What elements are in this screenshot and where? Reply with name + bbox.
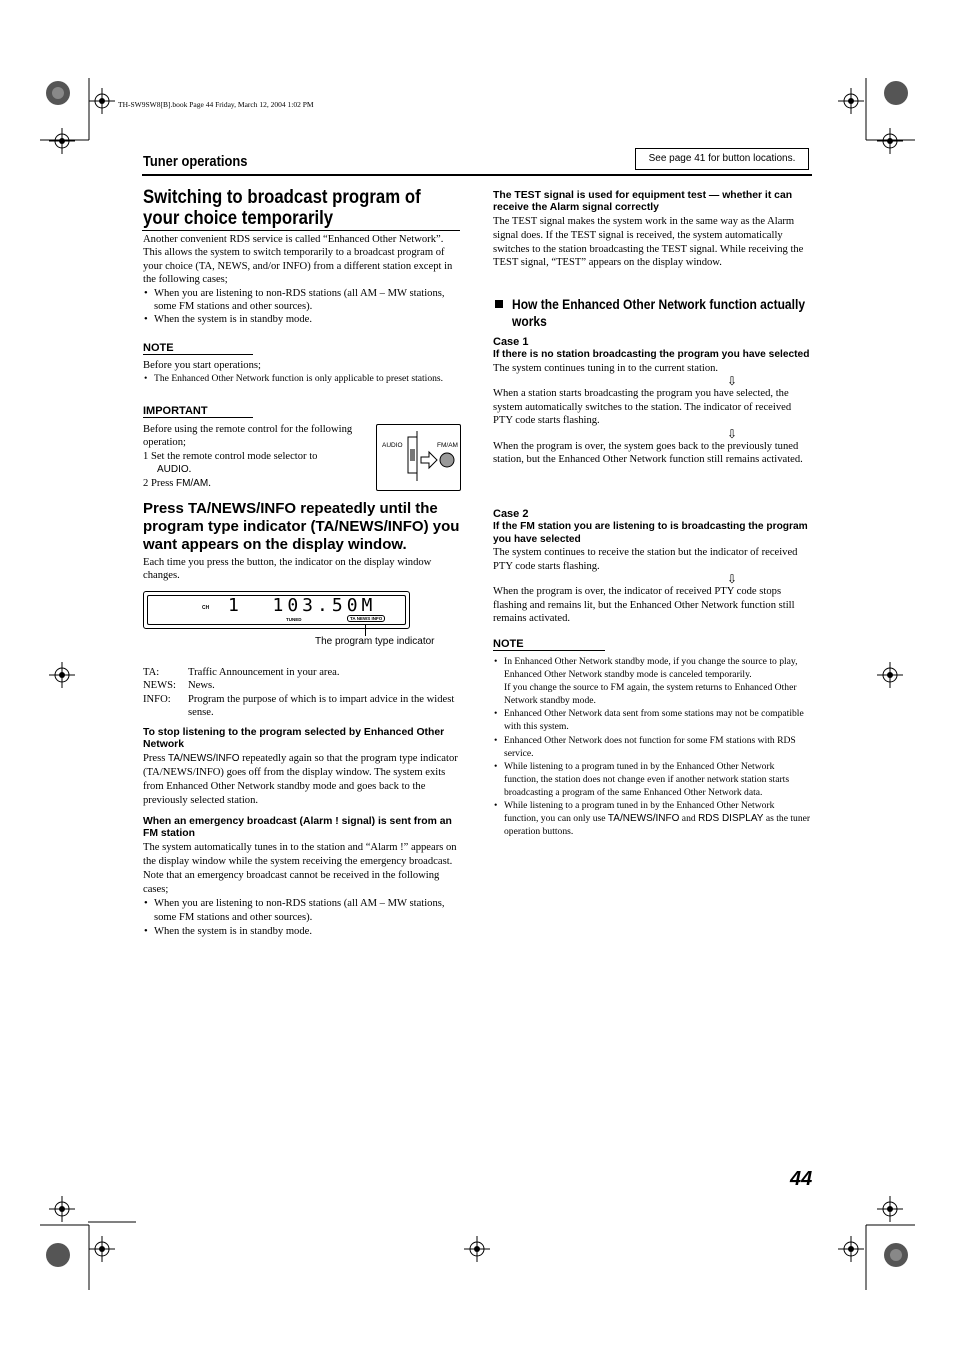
remote-audio-label: AUDIO — [382, 442, 403, 449]
note-body — [143, 359, 461, 386]
corner-target-icon — [45, 80, 71, 106]
test-heading: The TEST signal is used for equipment test — whether it can receive the Alarm signal correctly — [493, 190, 793, 213]
corner-target-icon — [883, 80, 909, 106]
corner-target-icon — [45, 1242, 71, 1268]
definition-desc: Traffic Announcement in your area. — [188, 667, 340, 678]
stop-key: TA/NEWS/INFO — [168, 753, 240, 764]
note-5-text-1: While listening to a program tuned in by the Enhanced Other Network function, you can only use — [504, 800, 775, 825]
note-1-continuation: If you change the source to FM again, the system returns to Enhanced Other Network standby mode. — [504, 682, 797, 707]
definition-list — [143, 666, 461, 720]
fmam-key: FM/AM — [175, 477, 209, 489]
definition-term: NEWS: — [143, 680, 176, 692]
stop-text-1: Press — [143, 753, 169, 764]
emergency-heading: When an emergency broadcast (Alarm ! signal) is sent from an FM station — [143, 816, 452, 839]
emergency-body — [143, 841, 461, 939]
note-5-text-3: as the tuner operation buttons. — [504, 813, 811, 838]
step-2: 2 Press FM/AM. — [143, 477, 211, 489]
stop-paragraph — [143, 752, 461, 808]
note-1-text: In Enhanced Other Network standby mode, if you change the source to play, Enhanced Other Network standby mode is canceled temporarily. — [504, 656, 798, 681]
right-note-list — [493, 655, 811, 838]
right-note-body — [493, 655, 811, 838]
square-bullet-icon — [495, 300, 503, 308]
list-item: • When you are listening to non-RDS stations (all AM – MW stations, some FM stations and other sources). — [143, 897, 461, 925]
intro-paragraph-1: Another convenient RDS service is called “Enhanced Other Network”. — [143, 234, 444, 245]
remote-selector-icon — [377, 425, 460, 490]
definition-desc: Program the purpose of which is to impart advice in the widest sense. — [188, 693, 455, 719]
note-intro: Before you start operations; — [143, 360, 261, 371]
display-frequency: 1 103.50M — [228, 595, 377, 616]
definition-desc: News. — [188, 680, 215, 692]
definition-row — [143, 666, 461, 679]
definition-row — [143, 693, 461, 720]
display-window — [143, 591, 410, 629]
intro-block — [143, 233, 461, 327]
display-ch: CH — [202, 605, 210, 611]
heading-rule — [142, 230, 460, 231]
note-label: NOTE — [143, 342, 253, 355]
crosshair-icon — [877, 1196, 903, 1222]
ta-news-info-key: TA/NEWS/INFO — [607, 813, 680, 825]
crosshair-icon — [838, 88, 864, 114]
list-item: • Enhanced Other Network does not function for some FM stations with RDS service. — [493, 734, 811, 760]
corner-target-icon — [883, 1242, 909, 1268]
case-2 — [493, 508, 811, 626]
crosshair-icon — [89, 1236, 115, 1262]
list-item: • When the system is in standby mode. — [143, 925, 461, 939]
case-2-heading: If the FM station you are listening to is broadcasting the program you have selected — [493, 521, 808, 545]
note-section — [143, 342, 253, 355]
rds-display-key: RDS DISPLAY — [698, 813, 764, 825]
list-item — [493, 799, 811, 838]
list-item: • While listening to a program tuned in by the Enhanced Other Network function, the station does not change even if another network station starts broadcasting a program of the same Enhanced Other Network data. — [493, 760, 811, 799]
display-program-type-indicator: TA NEWS INFO — [347, 615, 385, 622]
list-item: • When the system is in standby mode. — [143, 313, 461, 326]
note-list — [143, 372, 461, 385]
note-label: NOTE — [493, 638, 605, 651]
case-2-step-2: When the program is over, the indicator of received PTY code stops flashing and remains lit, but the Enhanced Other Network function still remains activated. — [493, 586, 795, 625]
right-note-section — [493, 638, 605, 651]
file-header: TH-SW9SW8[B].book Page 44 Friday, March 12, 2004 1:02 PM — [118, 100, 314, 109]
case-2-label: Case 2 — [493, 508, 529, 520]
case-1-step-3: When the program is over, the system goes back to the previously tuned station, but the Enhanced Other Network function still remains activated. — [493, 440, 803, 466]
crosshair-icon — [877, 128, 903, 154]
definition-term: INFO: — [143, 693, 171, 705]
indicator-caption: The program type indicator — [315, 636, 435, 647]
how-heading: How the Enhanced Other Network function actually works — [512, 296, 806, 329]
emergency-paragraph-1: The system automatically tunes in to the station and “Alarm !” appears on the display window while the system receiving the emergency broadcast. — [143, 842, 457, 867]
main-heading: Switching to broadcast program of your choice temporarily — [143, 186, 421, 229]
left-column — [143, 187, 460, 229]
indicator-leader-line — [365, 624, 366, 636]
step-1-text: 1 Set the remote control mode selector to — [143, 450, 318, 462]
see-page-box: See page 41 for button locations. — [635, 148, 809, 170]
remote-illustration — [376, 424, 461, 491]
case-1-heading: If there is no station broadcasting the program you have selected — [493, 349, 810, 360]
crosshair-icon — [89, 88, 115, 114]
down-arrow-icon: ⇩ — [726, 572, 738, 587]
list-item: • The Enhanced Other Network function is only applicable to preset stations. — [143, 372, 461, 385]
display-tuned: TUNED — [286, 617, 302, 622]
important-intro: Before using the remote control for the following operation; — [143, 424, 353, 449]
header-rule — [142, 174, 812, 176]
list-item — [493, 655, 811, 707]
intro-paragraph-2: This allows the system to switch temporarily to a broadcast program of your choice (TA, NEWS, and/or INFO) from a different station except in the following cases; — [143, 247, 453, 286]
case-2-step-1: The system continues to receive the station but the indicator of received PTY code starts flashing. — [493, 547, 798, 572]
each-time-paragraph: Each time you press the button, the indicator on the display window changes. — [143, 557, 432, 582]
crosshair-icon — [49, 128, 75, 154]
case-1-step-1: The system continues tuning in to the current station. — [493, 362, 719, 374]
list-item: • Enhanced Other Network data sent from some stations may not be compatible with this system. — [493, 707, 811, 733]
emergency-paragraph-2: Note that an emergency broadcast cannot be received in the following cases; — [143, 870, 440, 895]
list-item: • When you are listening to non-RDS stations (all AM – MW stations, some FM stations and other sources). — [143, 287, 461, 314]
crosshair-icon — [49, 1196, 75, 1222]
case-1 — [493, 336, 811, 467]
case-1-step-2: When a station starts broadcasting the program you have selected, the system automatically switches to the station. The indicator of received PTY code starts flashing. — [493, 387, 792, 427]
stop-heading: To stop listening to the program selected by Enhanced Other Network — [143, 727, 445, 750]
intro-cases — [143, 287, 461, 327]
section-title: Tuner operations — [143, 153, 248, 170]
note-5-text-2: and — [679, 813, 699, 825]
down-arrow-icon: ⇩ — [726, 373, 738, 388]
definition-row — [143, 679, 461, 692]
down-arrow-icon: ⇩ — [726, 426, 738, 441]
case-1-label: Case 1 — [493, 336, 529, 348]
remote-fmam-label: FM/AM — [437, 442, 458, 449]
crosshair-icon — [838, 1236, 864, 1262]
crosshair-icon — [49, 662, 75, 688]
crosshair-icon — [464, 1236, 490, 1262]
important-body — [143, 423, 368, 490]
important-section — [143, 405, 253, 418]
step-2-text: 2 Press — [143, 477, 176, 489]
crosshair-icon — [877, 662, 903, 688]
stop-text-2: repeatedly again so that the program type indicator (TA/NEWS/INFO) goes off from the display window. The system exits from Enhanced Other Network standby mode and goes back to the previously selected station. — [143, 753, 458, 806]
instruction-heading: Press TA/NEWS/INFO repeatedly until the program type indicator (TA/NEWS/INFO) you want appears on the display window. — [143, 500, 460, 553]
test-body: The TEST signal makes the system work in the same way as the Alarm signal does. If the TEST signal is received, the system automatically switches to the station broadcasting the TEST signal. While receiving the TEST signal, “TEST” appears on the display window. — [493, 216, 804, 269]
audio-key: AUDIO — [157, 464, 189, 476]
step-1: 1 Set the remote control mode selector to AUDIO. — [143, 450, 318, 476]
page-number: 44 — [790, 1168, 813, 1190]
definition-term: TA: — [143, 667, 160, 678]
important-label: IMPORTANT — [143, 405, 253, 418]
emergency-cases — [143, 897, 461, 939]
